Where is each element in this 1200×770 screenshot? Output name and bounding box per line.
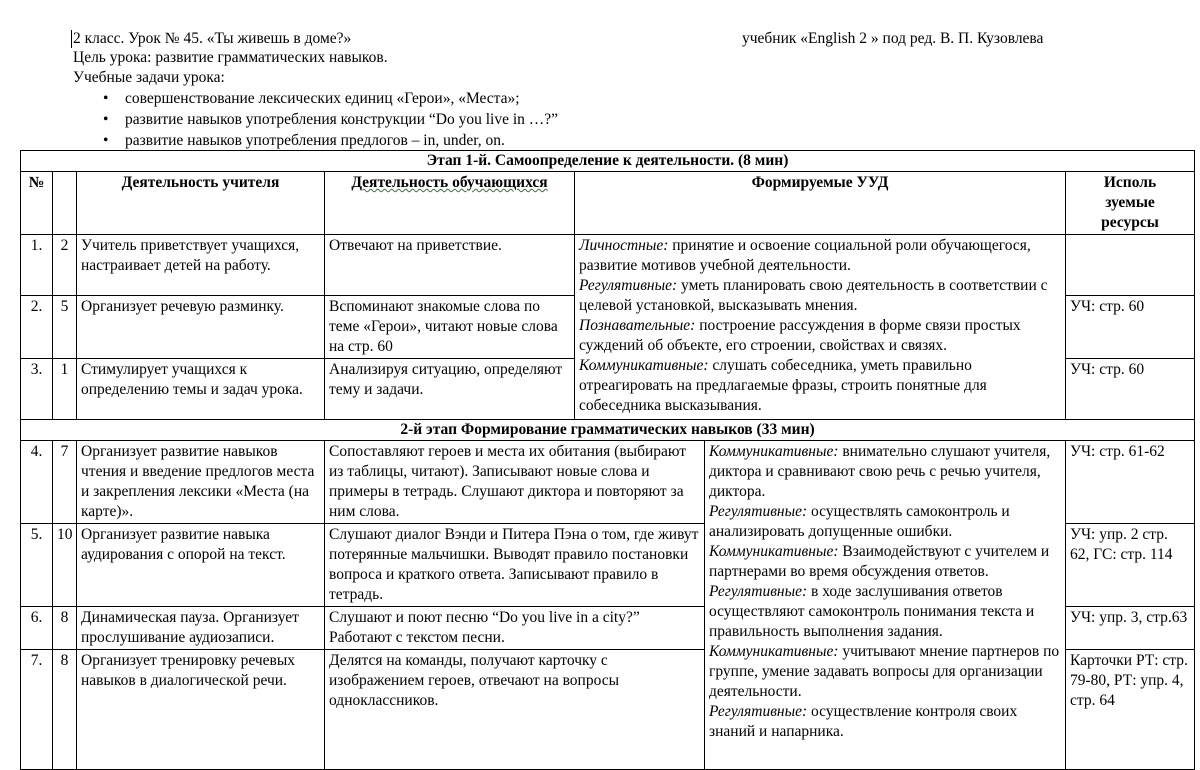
table-row: 7. 8 Организует тренировку речевых навыков в диалогической речи. Делятся на команды, получают карточку с изображением героев, отвечают на вопросы одноклассников. Карточки РТ: стр. 79-80, РТ: упр. 4, стр. 64 xyxy=(21,650,1195,770)
col-num-header: № xyxy=(21,172,53,235)
task-item: • развитие навыков употребления предлогов – in, under, on. xyxy=(103,132,505,149)
table-row: 3. 1 Стимулирует учащихся к определению темы и задач урока. Анализируя ситуацию, определяют тему и задачи. УЧ: стр. 60 xyxy=(21,359,1195,420)
col-teacher-header: Деятельность учителя xyxy=(77,172,325,235)
col-min-header xyxy=(53,172,77,235)
task-item: • развитие навыков употребления конструкции “Do you live in …?” xyxy=(103,111,559,128)
lesson-goal: Цель урока: развитие грамматических навыков. xyxy=(73,49,388,66)
col-students-header: Деятельность обучающихся xyxy=(325,172,575,235)
table-row: 4. 7 Организует развитие навыков чтения и введение предлогов места и закрепления лексики «Места (на карте)». Сопоставляют героев и места их обитания (выбирают из таблицы, читают). Записывают новые слова и примеры в тетрадь. Слушают диктора и повторяют за ним слова. Коммуникативные: внимательно слушают учителя, диктора и сравнивают свою речь с речью учителя, диктора. Регулятивные: осуществлять самоконтроль и анализировать допущенные ошибки. Коммуникативные: Взаимодействуют с учителем и партнерами во время обсуждения ответов. Регулятивные: в ходе заслушивания ответов осуществляют самоконтроль понимания текста и правильность выполнения задания. Коммуникативные: учитывают мнение партнеров по группе, умение задавать вопросы для организации деятельности. Регулятивные: осуществление контроля своих знаний и напарника. УЧ: стр. 61-62 xyxy=(21,441,1195,524)
text-cursor xyxy=(71,30,72,48)
bullet-icon: • xyxy=(103,111,109,128)
stage2-title: 2-й этап Формирование грамматических навыков (33 мин) xyxy=(21,420,1195,441)
stage1-title: Этап 1-й. Самоопределение к деятельности. (8 мин) xyxy=(21,151,1195,172)
lesson-plan-table xyxy=(20,150,1195,770)
table-row: 5. 10 Организует развитие навыка аудирования с опорой на текст. Слушают диалог Вэнди и Питера Пэна о том, где живут потерянные мальчишки. Выводят правило постановки вопроса и краткого ответа. Записывают правило в тетрадь. УЧ: упр. 2 стр. 62, ГС: стр. 114 xyxy=(21,524,1195,607)
table-row: 6. 8 Динамическая пауза. Организует прослушивание аудиозаписи. Слушают и поют песню “Do you live in a city?” Работают с текстом песни. УЧ: упр. 3, стр.63 xyxy=(21,607,1195,650)
col-uud-header: Формируемые УУД xyxy=(575,172,1066,235)
lesson-title: 2 класс. Урок № 45. «Ты живешь в доме?» xyxy=(73,30,352,47)
table-row: 2. 5 Организует речевую разминку. Вспоминают знакомые слова по теме «Герои», читают новые слова на стр. 60 УЧ: стр. 60 xyxy=(21,296,1195,359)
bullet-icon: • xyxy=(103,90,109,107)
textbook-reference: учебник «English 2 » под ред. В. П. Кузовлева xyxy=(742,30,1044,47)
stage2-uud: Коммуникативные: внимательно слушают учителя, диктора и сравнивают свою речь с речью учителя, диктора. Регулятивные: осуществлять самоконтроль и анализировать допущенные ошибки. Коммуникативные: Взаимодействуют с учителем и партнерами во время обсуждения ответов. Регулятивные: в ходе заслушивания ответов осуществляют самоконтроль понимания текста и правильность выполнения задания. Коммуникативные: учитывают мнение партнеров по группе, умение задавать вопросы для организации деятельности. Регулятивные: осуществление контроля своих знаний и напарника. xyxy=(705,441,1066,770)
stage1-uud: Личностные: принятие и освоение социальной роли обучающегося, развитие мотивов учебной деятельности. Регулятивные: уметь планировать свою деятельность в соответствии с целевой установкой, высказывать мнения. Познавательные: построение рассуждения в форме связи простых суждений об объекте, его строении, свойствах и связях. Коммуникативные: слушать собеседника, уметь правильно отреагировать на предлагаемые фразы, строить понятные для собеседника высказывания. xyxy=(575,235,1066,420)
bullet-icon: • xyxy=(103,132,109,149)
table-row: 1. 2 Учитель приветствует учащихся, настраивает детей на работу. Отвечают на приветствие. Личностные: принятие и освоение социальной роли обучающегося, развитие мотивов учебной деятельности. Регулятивные: уметь планировать свою деятельность в соответствии с целевой установкой, высказывать мнения. Познавательные: построение рассуждения в форме связи простых суждений об объекте, его строении, свойствах и связях. Коммуникативные: слушать собеседника, уметь правильно отреагировать на предлагаемые фразы, строить понятные для собеседника высказывания. xyxy=(21,235,1195,296)
tasks-label: Учебные задачи урока: xyxy=(73,69,225,86)
task-item: • совершенствование лексических единиц «Герои», «Места»; xyxy=(103,90,520,107)
col-resources-header: Исполь зуемые ресурсы xyxy=(1066,172,1195,235)
